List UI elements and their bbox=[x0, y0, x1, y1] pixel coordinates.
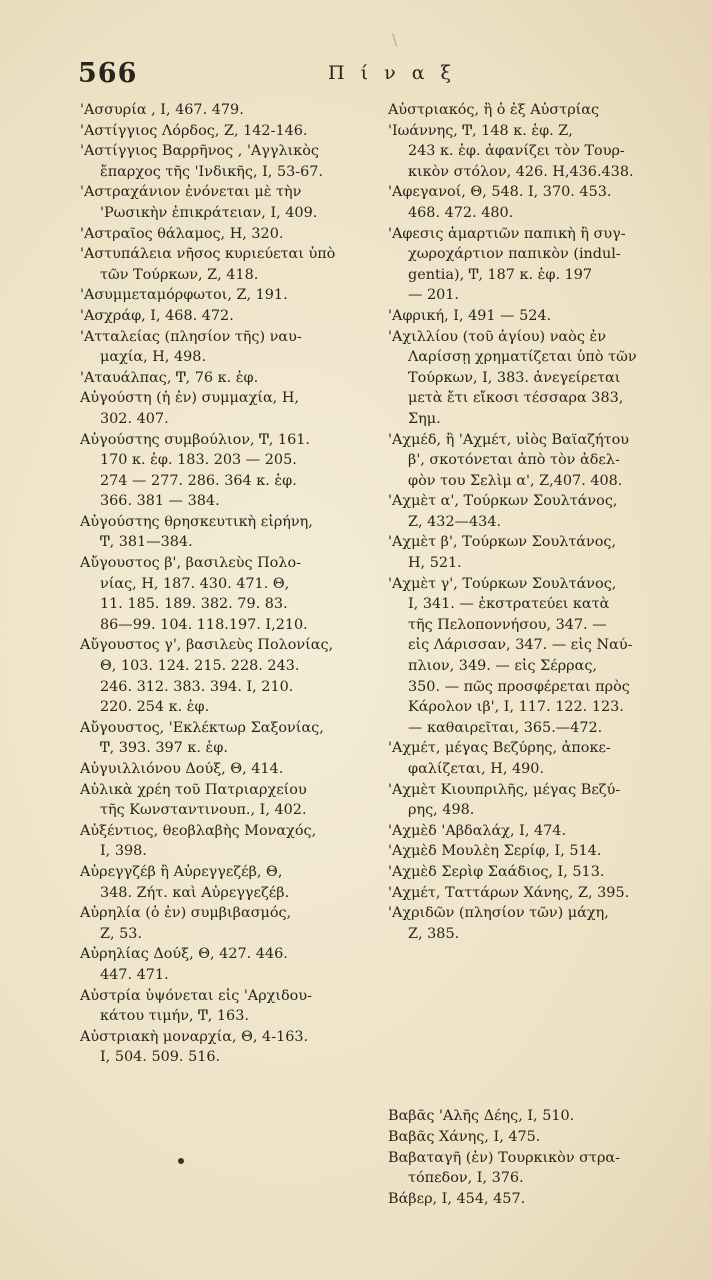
index-entry-line: I, 504. 509. 516. bbox=[100, 1049, 221, 1066]
index-entry-line: Αὐλικὰ χρέη τοῦ Πατριαρχείου bbox=[80, 781, 307, 798]
index-entry-line: Αὐρηλίας Δούξ, Θ, 427. 446. bbox=[80, 946, 288, 963]
index-entry-line: Αὐστριακὴ μοναρχία, Θ, 4-163. bbox=[80, 1028, 309, 1045]
index-entry-line: Αὐστριακός, ἢ ὁ ἐξ Αὐστρίας bbox=[388, 102, 600, 118]
index-entry-line: Τούρκων, I, 383. ἀνεγείρεται bbox=[408, 369, 621, 386]
index-entry-line: 'Αστίγγιος Βαρρῆνος , 'Αγγλικὸς bbox=[80, 143, 319, 160]
index-entry-line: 220. 254 κ. ἑφ. bbox=[100, 699, 210, 716]
index-entry-line: 'Αχμὲτ β', Τούρκων Σουλτάνος, bbox=[388, 534, 617, 551]
index-entry-line: 'Αχμὲτ α', Τούρκων Σουλτάνος, bbox=[388, 493, 618, 510]
index-entry-line: Ͳ, 393. 397 κ. ἑφ. bbox=[100, 740, 228, 757]
index-entry-line: φαλίζεται, Η, 490. bbox=[408, 761, 545, 777]
index-entry-line: κάτου τιμήν, Ͳ, 163. bbox=[100, 1008, 249, 1025]
index-entry-line: Αὔγουστος, 'Εκλέκτωρ Σαξονίας, bbox=[80, 719, 324, 736]
stray-mark: \ bbox=[392, 30, 398, 49]
index-entry-line: τῆς Πελοποννήσου, 347. — bbox=[408, 616, 607, 633]
index-entry-line: 'Αχμὲτ γ', Τούρκων Σουλτάνος, bbox=[388, 575, 617, 592]
index-entry-line: 468. 472. 480. bbox=[408, 204, 514, 221]
index-entry-line: ἔπαρχος τῆς 'Ινδικῆς, I, 53-67. bbox=[100, 163, 324, 180]
index-entry-line: εἰς Λάρισσαν, 347. — εἰς Ναύ- bbox=[408, 637, 633, 654]
index-entry-line: 'Ασχράφ, I, 468. 472. bbox=[80, 307, 234, 324]
index-entry-line: Βάβερ, I, 454, 457. bbox=[388, 1190, 526, 1207]
index-entry-line: νίας, Η, 187. 430. 471. Θ, bbox=[100, 575, 290, 592]
index-entry-line: 'Αχμὲδ 'Αβδαλάχ, I, 474. bbox=[388, 822, 567, 839]
index-entry-line: Ζ, 53. bbox=[100, 925, 143, 942]
index-entry-line: Κάρολον ιβ', I, 117. 122. 123. bbox=[408, 699, 624, 716]
index-entry-line: 'Αταυάλπας, Ͳ, 76 κ. ἑφ. bbox=[80, 369, 259, 386]
running-title: Π ί ν α ξ bbox=[328, 62, 457, 84]
index-entry-line: 'Αχμέτ, Ταττάρων Χάνης, Ζ, 395. bbox=[388, 884, 630, 901]
index-entry-line: 348. Ζήτ. καὶ Αὐρεγγεζέβ. bbox=[100, 884, 290, 901]
index-entry-line: 'Αφρική, I, 491 — 524. bbox=[388, 307, 552, 324]
index-entry-line: 'Ρωσικὴν ἐπικράτειαν, I, 409. bbox=[100, 204, 318, 221]
index-column-left bbox=[80, 100, 380, 1068]
index-entry-line: 'Αχμὲτ Κιουπριλῆς, μέγας Βεζύ- bbox=[388, 781, 621, 798]
index-entry-line: I, 398. bbox=[100, 843, 147, 860]
index-entry-line: 'Ασυμμεταμόρφωτοι, Ζ, 191. bbox=[80, 287, 288, 304]
index-entry-line: μαχία, Η, 498. bbox=[100, 349, 207, 366]
index-entry-line: Αὐρεγγζέβ ἢ Αὐρεγγεζέβ, Θ, bbox=[80, 863, 283, 880]
index-section-beta bbox=[388, 1106, 683, 1209]
index-entry-line: Θ, 103. 124. 215. 228. 243. bbox=[100, 658, 300, 675]
index-entry-line: τόπεδον, I, 376. bbox=[408, 1170, 524, 1187]
index-entry-line: 243 κ. ἑφ. ἀφανίζει τὸν Τουρ- bbox=[408, 143, 625, 160]
index-entry-line: 'Αχμέδ, ἢ 'Αχμέτ, υἱὸς Βαϊαζήτου bbox=[388, 431, 630, 448]
index-entry-line: Βαβαταγῆ (ἐν) Τουρκικὸν στρα- bbox=[388, 1149, 620, 1166]
index-entry-line: 'Αφεσις ἁμαρτιῶν παπικὴ ἢ συγ- bbox=[388, 225, 626, 242]
index-entry-line: τῆς Κωνσταντινουπ., I, 402. bbox=[100, 802, 307, 819]
index-entry-line: 366. 381 — 384. bbox=[100, 493, 220, 510]
index-entry-line: — 201. bbox=[408, 287, 460, 304]
index-entry-line: 170 κ. ἑφ. 183. 203 — 205. bbox=[100, 452, 297, 469]
index-entry-line: χωροχάρτιον παπικὸν (indul- bbox=[408, 246, 621, 263]
index-entry-line: gentia), Ͳ, 187 κ. ἑφ. 197 bbox=[408, 266, 593, 283]
index-entry-line: ρης, 498. bbox=[408, 802, 475, 819]
section-gap bbox=[388, 944, 683, 1106]
index-entry-line: 'Αχμὲδ Μουλὲη Σερίφ, I, 514. bbox=[388, 843, 602, 860]
index-column-right bbox=[388, 100, 683, 1209]
index-entry-line: 'Αχμέτ, μέγας Βεζύρης, ἀποκε- bbox=[388, 740, 611, 757]
index-entry-line: μετὰ ἔτι εἴκοσι τέσσαρα 383, bbox=[408, 390, 624, 407]
index-entry-line: 86—99. 104. 118.197. I,210. bbox=[100, 616, 308, 633]
index-entry-line: Αὔγουστος β', βασιλεὺς Πολο- bbox=[80, 555, 301, 572]
index-entry-line: 'Αστραῖος θάλαμος, Η, 320. bbox=[80, 225, 284, 242]
index-entry-line: φὸν του Σελὶμ α', Ζ,407. 408. bbox=[408, 472, 623, 489]
index-entry-line: Βαβᾶς Χάνης, I, 475. bbox=[388, 1128, 541, 1145]
index-entry-line: 'Αστραχάνιον ἐνόνεται μὲ τὴν bbox=[80, 184, 302, 201]
page-header bbox=[78, 58, 651, 98]
index-entry-line: 'Αχριδῶν (πλησίον τῶν) μάχη, bbox=[388, 905, 609, 922]
index-entry-line: 'Αχιλλίου (τοῦ ἁγίου) ναὸς ἐν bbox=[388, 328, 606, 345]
index-entry-line: Αὐστρία ὑψόνεται εἰς 'Αρχιδου- bbox=[80, 987, 312, 1004]
index-entry-line: 302. 407. bbox=[100, 410, 169, 427]
index-entry-line: 11. 185. 189. 382. 79. 83. bbox=[100, 596, 288, 613]
index-entry-line: Αὔγουστος γ', βασιλεὺς Πολονίας, bbox=[80, 637, 334, 654]
index-entry-line: 'Αφεγανοί, Θ, 548. I, 370. 453. bbox=[388, 184, 612, 201]
index-entry-line: Λαρίσσῃ χρηματίζεται ὑπὸ τῶν bbox=[408, 349, 637, 366]
index-entry-line: τῶν Τούρκων, Ζ, 418. bbox=[100, 266, 259, 283]
index-entry-line: I, 341. — ἐκστρατεύει κατὰ bbox=[408, 596, 610, 613]
index-entry-line: Αὐγυιλλιόνου Δούξ, Θ, 414. bbox=[80, 761, 284, 777]
index-entry-line: Αὐγούστης συμβούλιον, Ͳ, 161. bbox=[80, 431, 310, 448]
index-entry-line: Αὐγούστης θρησκευτικὴ εἰρήνη, bbox=[80, 513, 313, 530]
index-entry-line: Αὐρηλία (ὁ ἐν) συμβιβασμός, bbox=[80, 905, 292, 922]
index-entry-line: 350. — πῶς προσφέρεται πρὸς bbox=[408, 678, 630, 695]
index-entry-line: κικὸν στόλον, 426. Η,436.438. bbox=[408, 163, 634, 180]
index-entry-line: πλιον, 349. — εἰς Σέρρας, bbox=[408, 658, 597, 675]
index-entry-line: 'Αχμὲδ Σερὶφ Σαάδιος, I, 513. bbox=[388, 863, 605, 880]
index-entry-line: Αὐξέντιος, θεοβλαβὴς Μοναχός, bbox=[80, 822, 317, 839]
index-entry-line: Αὐγούστη (ἡ ἐν) συμμαχία, Η, bbox=[80, 390, 299, 407]
index-entry-line: β', σκοτόνεται ἀπὸ τὸν ἀδελ- bbox=[408, 452, 620, 469]
index-section-alpha bbox=[388, 100, 683, 944]
index-entry-line: 'Ιωάννης, Ͳ, 148 κ. ἑφ. Ζ, bbox=[388, 122, 573, 139]
index-entry-line: Ͳ, 381—384. bbox=[100, 534, 193, 551]
index-entry-line: 'Ασσυρία , I, 467. 479. bbox=[80, 102, 244, 118]
page-mark bbox=[178, 1158, 184, 1164]
index-entry-line: 'Ατταλείας (πλησίον τῆς) ναυ- bbox=[80, 328, 302, 345]
page-number: 566 bbox=[78, 58, 138, 89]
index-entry-line: Η, 521. bbox=[408, 555, 462, 572]
index-entry-line: Σημ. bbox=[408, 410, 441, 427]
index-entry-line: Ζ, 432—434. bbox=[408, 513, 502, 530]
index-entry-line: 274 — 277. 286. 364 κ. ἑφ. bbox=[100, 472, 297, 489]
index-entry-line: Ζ, 385. bbox=[408, 925, 460, 942]
index-entry-line: Βαβᾶς 'Αλῆς Δέης, I, 510. bbox=[388, 1108, 575, 1125]
index-entry-line: 'Αστυπάλεια νῆσος κυριεύεται ὑπὸ bbox=[80, 246, 336, 263]
index-entry-line: 'Αστίγγιος Λόρδος, Ζ, 142-146. bbox=[80, 122, 308, 139]
index-entry-line: 246. 312. 383. 394. I, 210. bbox=[100, 678, 294, 695]
index-entry-line: 447. 471. bbox=[100, 966, 169, 983]
index-entry-line: — καθαιρεῖται, 365.—472. bbox=[408, 719, 603, 736]
